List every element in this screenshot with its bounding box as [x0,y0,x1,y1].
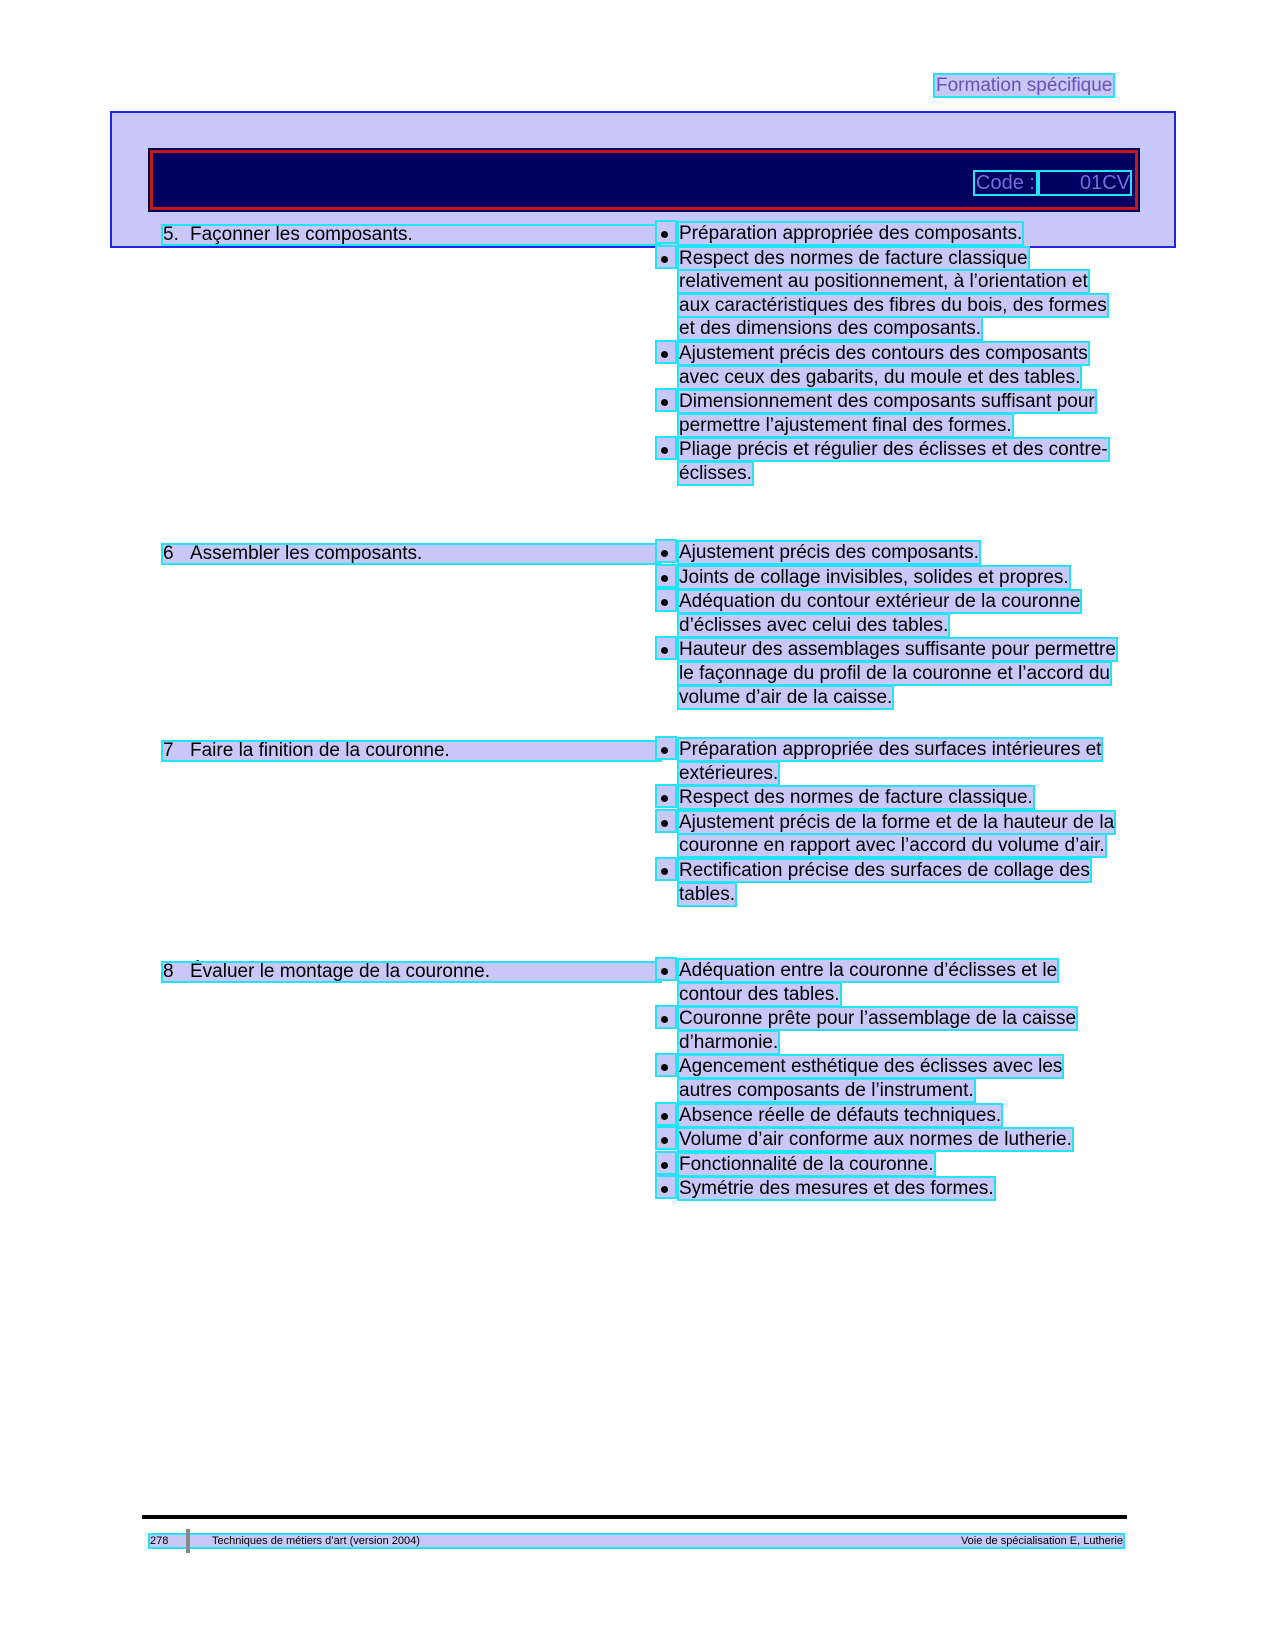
bullet-icon [657,859,675,879]
criteria-list-5 [657,222,1117,487]
bullet-icon [657,1007,675,1027]
bullet-icon [657,222,675,242]
criterion: Symétrie des mesures et des formes. [657,1177,1117,1201]
code-value: 01CV [1040,172,1130,194]
task-number: 8 [163,961,174,982]
task-number: 7 [163,740,174,761]
criterion: Adéquation du contour extérieur de la couronne d’éclisses avec celui des tables. [657,590,1117,637]
bullet-icon [657,1104,675,1124]
bullet-icon [657,541,675,561]
page-footer [150,1535,1123,1547]
criteria-list-8 [657,959,1117,1202]
criterion: Adéquation entre la couronne d’éclisses et le contour des tables. [657,959,1117,1006]
footer-divider [186,1529,190,1553]
bullet-icon [657,1055,675,1075]
criterion: Dimensionnement des composants suffisant pour permettre l’ajustement final des formes. [657,390,1117,437]
bullet-icon [657,811,675,831]
bullet-icon [657,959,675,979]
bullet-icon [657,786,675,806]
footer-page-number: 278 [150,1535,169,1547]
criterion: Rectification précise des surfaces de collage des tables. [657,859,1117,906]
bullet-icon [657,247,675,267]
bullet-icon [657,1177,675,1197]
criterion: Absence réelle de défauts techniques. [657,1104,1117,1128]
bullet-icon [657,738,675,758]
criterion: Pliage précis et régulier des éclisses et des contre-éclisses. [657,438,1117,485]
criterion: Préparation appropriée des surfaces intérieures et extérieures. [657,738,1117,785]
criterion: Respect des normes de facture classique. [657,786,1117,810]
task-7 [163,742,660,760]
task-label: Façonner les composants. [190,224,413,245]
criterion: Volume d’air conforme aux normes de lutherie. [657,1128,1117,1152]
bullet-icon [657,638,675,658]
bullet-icon [657,590,675,610]
criteria-list-7 [657,738,1117,907]
criterion: Fonctionnalité de la couronne. [657,1153,1117,1177]
bullet-icon [657,566,675,586]
criteria-list-6 [657,541,1117,710]
bullet-icon [657,1128,675,1148]
task-6 [163,545,660,563]
criterion: Préparation appropriée des composants. [657,222,1117,246]
task-8 [163,963,660,981]
criterion: Couronne prête pour l’assemblage de la caisse d’harmonie. [657,1007,1117,1054]
criterion: Agencement esthétique des éclisses avec les autres composants de l’instrument. [657,1055,1117,1102]
task-label: Faire la finition de la couronne. [190,740,450,761]
code-label: Code : [976,172,1035,194]
bullet-icon [657,342,675,362]
criterion: Joints de collage invisibles, solides et propres. [657,566,1117,590]
criterion: Ajustement précis des composants. [657,541,1117,565]
bullet-icon [657,438,675,458]
task-5 [163,226,660,244]
footer-rule [142,1515,1127,1519]
task-label: Assembler les composants. [190,543,423,564]
bullet-icon [657,1153,675,1173]
footer-track: Voie de spécialisation E, Lutherie [960,1535,1123,1547]
task-number: 5. [163,224,179,245]
page-header-section: Formation spécifique [936,75,1113,96]
criterion: Respect des normes de facture classique relativement au positionnement, à l’orientation et aux caractéristiques des fibres du bois, des formes et des dimensions des composants. [657,247,1117,341]
task-number: 6 [163,543,174,564]
criterion: Ajustement précis de la forme et de la hauteur de la couronne en rapport avec l’accord du volume d’air. [657,811,1117,858]
task-label: Évaluer le montage de la couronne. [190,961,490,982]
criterion: Ajustement précis des contours des composants avec ceux des gabarits, du moule et des tables. [657,342,1117,389]
bullet-icon [657,390,675,410]
footer-document-title: Techniques de métiers d’art (version 2004) [212,1535,420,1547]
criterion: Hauteur des assemblages suffisante pour permettre le façonnage du profil de la couronne et l’accord du volume d’air de la caisse. [657,638,1117,709]
